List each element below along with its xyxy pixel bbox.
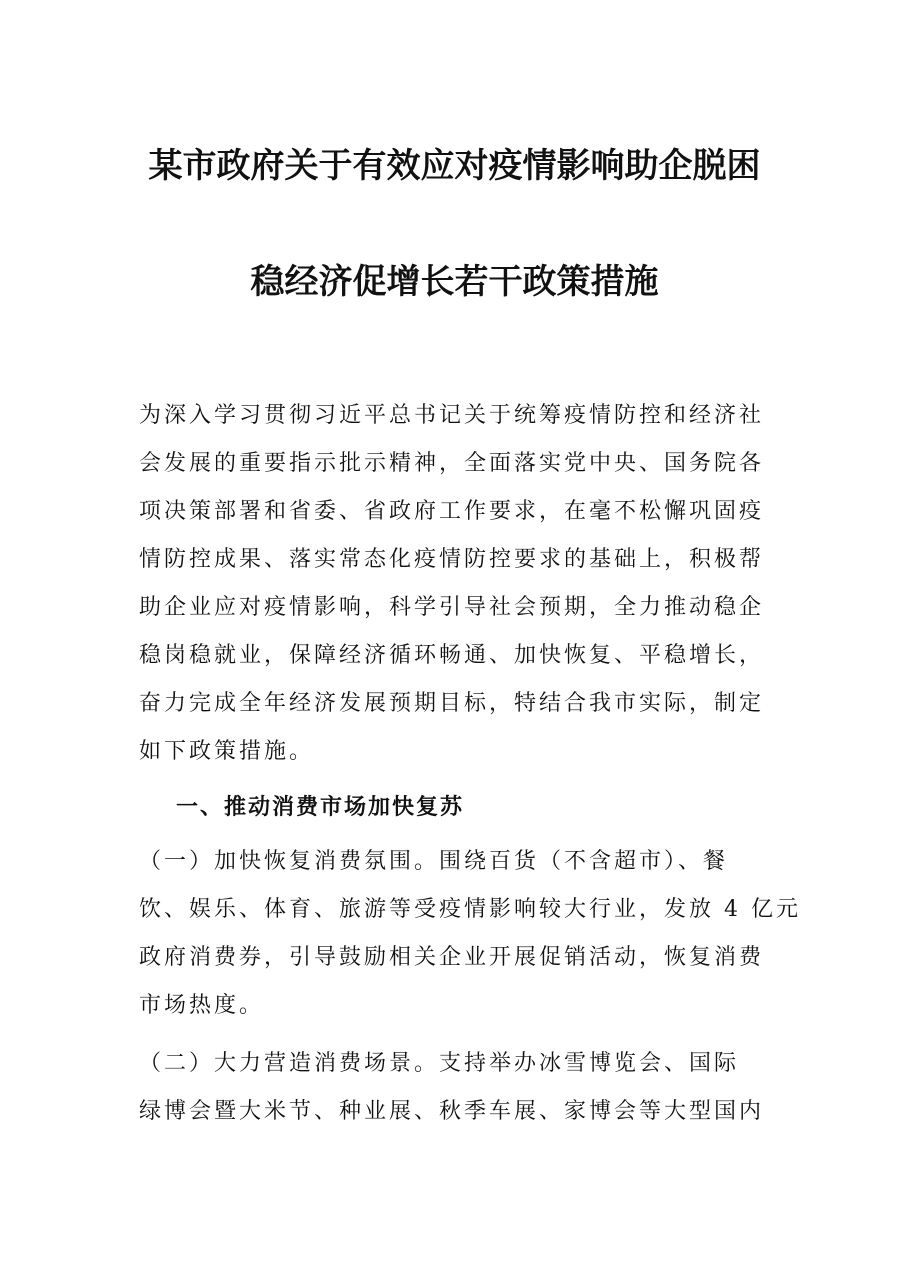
intro-line: 情防控成果、落实常态化疫情防控要求的基础上，积极帮 (139, 547, 765, 572)
paragraph-line: （二）大力营造消费场景。支持举办冰雪博览会、国际 (139, 1051, 740, 1076)
intro-line: 稳岗稳就业，保障经济循环畅通、加快恢复、平稳增长， (139, 643, 765, 668)
intro-line: 项决策部署和省委、省政府工作要求，在毫不松懈巩固疫 (139, 499, 765, 524)
paragraph-item-1 (139, 838, 801, 1030)
document-title-line-2: 稳经济促增长若干政策措施 (250, 262, 659, 302)
intro-line: 如下政策措施。 (139, 739, 315, 764)
paragraph-line: 绿博会暨大米节、种业展、秋季车展、家博会等大型国内 (139, 1099, 765, 1124)
document-title-line-1: 某市政府关于有效应对疫情影响助企脱困 (148, 146, 761, 186)
paragraph-line: 政府消费券，引导鼓励相关企业开展促销活动，恢复消费 (139, 945, 765, 970)
intro-paragraph (139, 392, 779, 776)
section-heading: 一、推动消费市场加快复苏 (176, 795, 465, 820)
intro-line: 奋力完成全年经济发展预期目标，特结合我市实际，制定 (139, 691, 765, 716)
intro-line: 为深入学习贯彻习近平总书记关于统筹疫情防控和经济社 (139, 403, 765, 428)
paragraph-line: （一）加快恢复消费氛围。围绕百货（不含超市）、餐 (139, 849, 729, 874)
intro-line: 会发展的重要指示批示精神，全面落实党中央、国务院各 (139, 451, 765, 476)
paragraph-line: 饮、娱乐、体育、旅游等受疫情影响较大行业，发放 4 亿元 (139, 897, 801, 922)
paragraph-line: 市场热度。 (139, 993, 265, 1018)
intro-line: 助企业应对疫情影响，科学引导社会预期，全力推动稳企 (139, 595, 765, 620)
paragraph-item-2 (139, 1040, 779, 1136)
